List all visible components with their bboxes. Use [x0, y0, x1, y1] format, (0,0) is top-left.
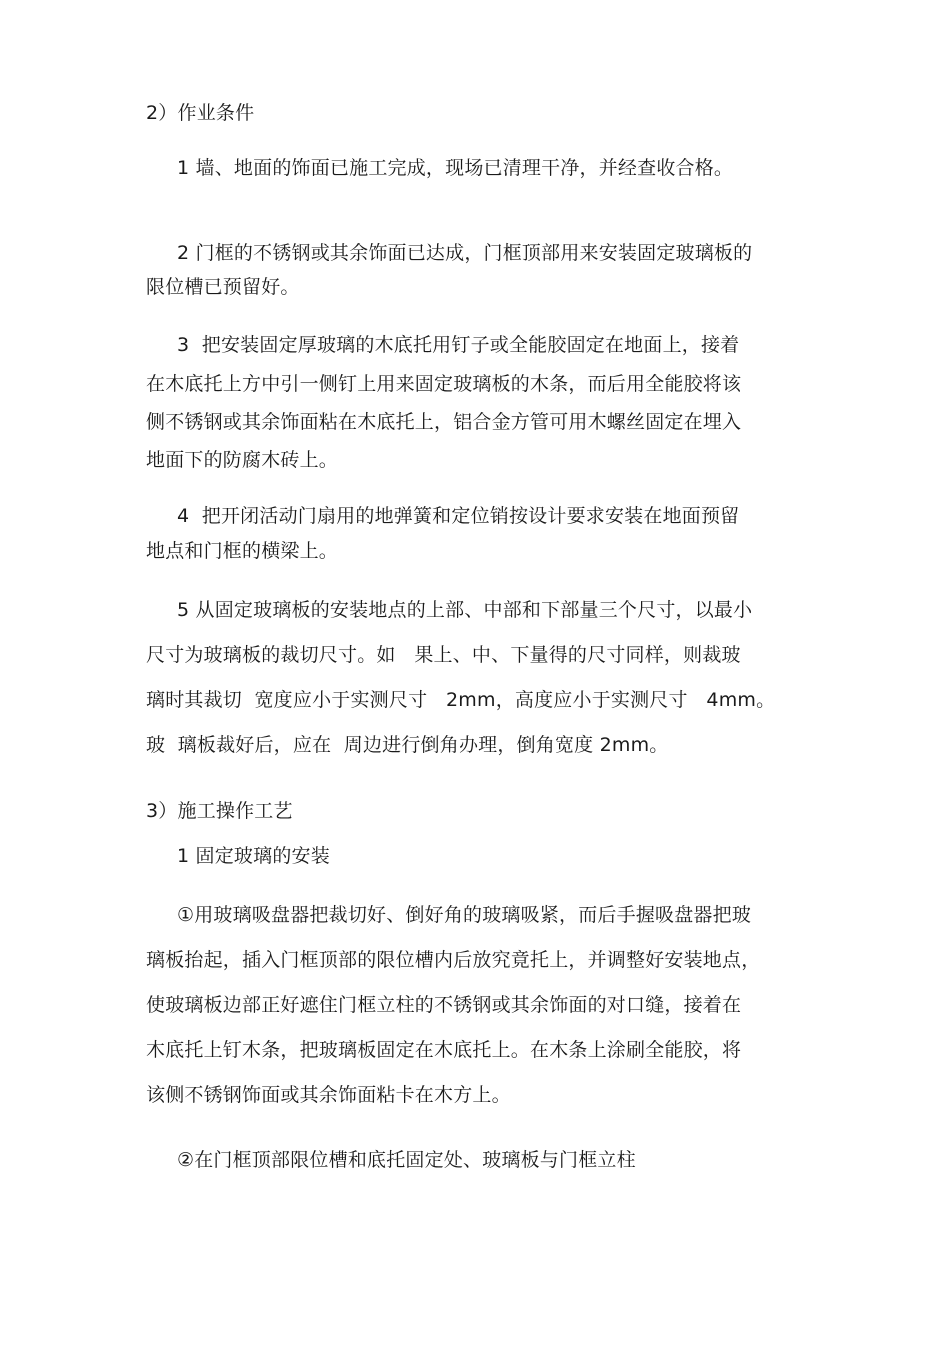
paragraph-line: 5 从固定玻璃板的安装地点的上部、中部和下部量三个尺寸，以最小	[177, 599, 753, 621]
paragraph-line: 限位槽已预留好。	[146, 276, 300, 298]
paragraph-line: 4 把开闭活动门扇用的地弹簧和定位销按设计要求安装在地面预留	[177, 505, 740, 527]
paragraph-line: ①用玻璃吸盘器把裁切好、倒好角的玻璃吸紧，而后手握吸盘器把玻	[177, 904, 752, 926]
paragraph-line: 在木底托上方中引一侧钉上用来固定玻璃板的木条，而后用全能胶将该	[146, 373, 742, 395]
section-heading-construction-process: 3）施工操作工艺	[146, 800, 293, 822]
paragraph-line: 玻 璃板裁好后，应在 周边进行倒角办理，倒角宽度 2mm。	[146, 734, 669, 756]
paragraph-line: 3 把安装固定厚玻璃的木底托用钉子或全能胶固定在地面上，接着	[177, 334, 740, 356]
paragraph-line: 2 门框的不锈钢或其余饰面已达成，门框顶部用来安装固定玻璃板的	[177, 242, 753, 264]
paragraph-line: 使玻璃板边部正好遮住门框立柱的不锈钢或其余饰面的对口缝，接着在	[146, 994, 742, 1016]
paragraph-line: ②在门框顶部限位槽和底托固定处、玻璃板与门框立柱	[177, 1149, 636, 1171]
subsection-heading-fixed-glass: 1 固定玻璃的安装	[177, 845, 330, 867]
paragraph-line: 1 墙、地面的饰面已施工完成，现场已清理干净，并经查收合格。	[177, 157, 734, 179]
paragraph-line: 璃时其裁切 宽度应小于实测尺寸 2mm，高度应小于实测尺寸 4mm。	[146, 689, 776, 711]
paragraph-line: 木底托上钉木条，把玻璃板固定在木底托上。在木条上涂刷全能胶，将	[146, 1039, 742, 1061]
paragraph-line: 尺寸为玻璃板的裁切尺寸。如 果上、中、下量得的尺寸同样，则裁玻	[146, 644, 741, 666]
paragraph-line: 璃板抬起，插入门框顶部的限位槽内后放究竟托上，并调整好安装地点，	[146, 949, 761, 971]
paragraph-line: 地面下的防腐木砖上。	[146, 449, 339, 471]
paragraph-line: 该侧不锈钢饰面或其余饰面粘卡在木方上。	[146, 1084, 511, 1106]
section-heading-work-conditions: 2）作业条件	[146, 102, 255, 124]
paragraph-line: 地点和门框的横梁上。	[146, 540, 339, 562]
paragraph-line: 侧不锈钢或其余饰面粘在木底托上，铝合金方管可用木螺丝固定在埋入	[146, 411, 742, 433]
